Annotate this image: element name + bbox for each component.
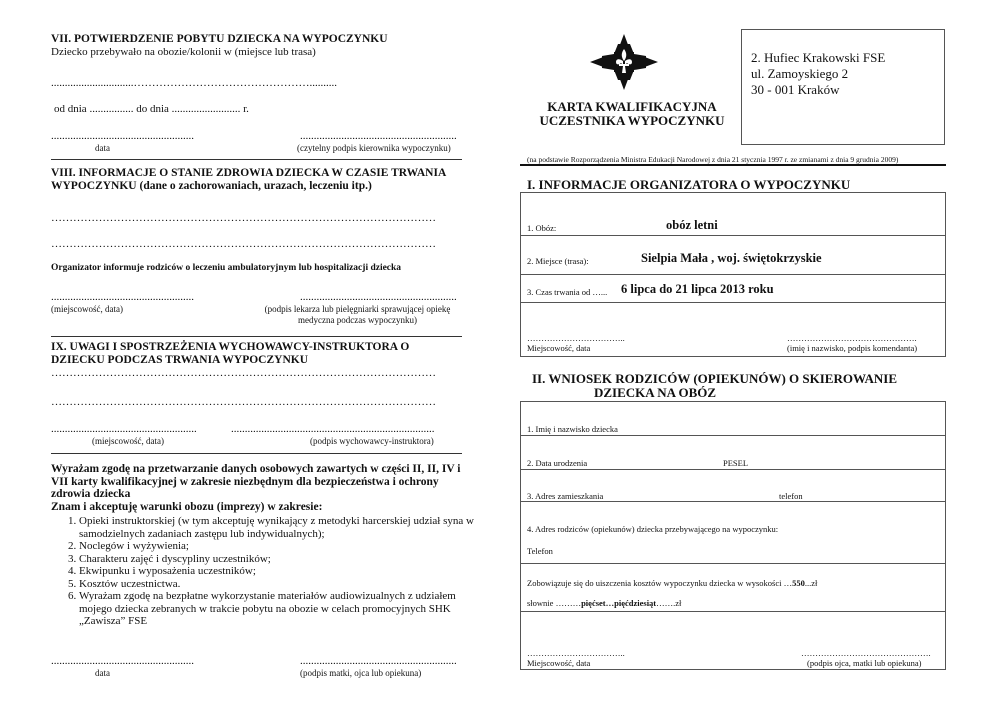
- payment-row: [521, 564, 945, 612]
- place-date-dots[interactable]: ……………………………..: [527, 648, 625, 658]
- place-row: [521, 236, 945, 275]
- org-line: 30 - 001 Kraków: [751, 82, 840, 97]
- payment-amount[interactable]: 550: [792, 578, 805, 588]
- condition-item: 4. Ekwipunku i wyposażenia uczestników;: [79, 565, 479, 578]
- parent-signature-label: (podpis ojca, matki lub opiekuna): [807, 658, 922, 668]
- card-title-line: KARTA KWALIFIKACYJNA: [547, 99, 717, 114]
- remarks-dotted-field-1[interactable]: ……………………………………………………………………………………………: [51, 367, 436, 379]
- place-date-field[interactable]: .....................................................: [51, 423, 197, 435]
- organizer-note: Organizator informuje rodziców o leczeniu ambulatoryjnym lub hospitalizacji dziecka: [51, 263, 402, 273]
- place-date-label: (miejscowość, data): [92, 436, 164, 446]
- duration-row: [521, 275, 945, 303]
- phone-label: telefon: [779, 491, 803, 501]
- card-title-line: UCZESTNIKA WYPOCZYNKU: [539, 113, 725, 128]
- commander-signature-dots[interactable]: ……………………………………….: [787, 333, 917, 343]
- organizer-info-table: [520, 192, 946, 357]
- medical-signature-label: (podpis lekarza lub pielęgniarki sprawującej opiekę medyczna podczas wypoczynku): [264, 304, 451, 325]
- divider: [51, 159, 462, 160]
- payment-line: Zobowiązuje się do uiszczenia kosztów wypoczynku dziecka w wysokości …550...zł: [527, 578, 818, 588]
- camp-value[interactable]: obóz letni: [666, 218, 718, 232]
- stay-dates-field[interactable]: od dnia ................ do dnia ......................... r.: [54, 103, 249, 115]
- place-value[interactable]: Sielpia Mała , woj. świętokrzyskie: [641, 251, 822, 265]
- payment-words-line: słownie ………pięćset…pięćdziesiąt…….zł: [527, 598, 682, 608]
- section-2-title: [532, 372, 897, 400]
- leader-signature-label: (czytelny podpis kierownika wypoczynku): [297, 143, 451, 153]
- conditions-list: [51, 515, 479, 628]
- parent-signature-label: (podpis matki, ojca lub opiekuna): [300, 668, 422, 678]
- parent-signature-field[interactable]: .........................................................: [300, 655, 457, 667]
- child-name-row[interactable]: [521, 402, 945, 436]
- cross-fleur-de-lis-icon: [588, 30, 660, 94]
- section-9-title: IX. UWAGI I SPOSTRZEŻENIA WYCHOWAWCY-INSTRUKTORA O DZIECKU PODCZAS TRWANIA WYPOCZYNKU: [51, 341, 410, 366]
- remarks-dotted-field-2[interactable]: ……………………………………………………………………………………………: [51, 396, 436, 408]
- condition-item: 2. Noclegów i wyżywienia;: [79, 540, 479, 553]
- section-2-title-line: II. WNIOSEK RODZICÓW (OPIEKUNÓW) O SKIEROWANIE: [532, 371, 898, 386]
- place-date-label: Miejscowość, data: [527, 343, 591, 353]
- parents-phone-label: Telefon: [527, 546, 553, 556]
- health-dotted-field-2[interactable]: ……………………………………………………………………………………………: [51, 238, 436, 250]
- organizer-address-box: [741, 29, 945, 145]
- divider: [51, 336, 462, 337]
- section-7-title: VII. POTWIERDZENIE POBYTU DZIECKA NA WYPOCZYNKU: [51, 33, 388, 45]
- date-label: data: [95, 143, 110, 153]
- section-2-title-line: DZIECKA NA OBÓZ: [594, 385, 717, 400]
- section-8-title: VIII. INFORMACJE O STANIE ZDROWIA DZIECKA W CZASIE TRWANIA WYPOCZYNKU (dane o zachorowaniach, urazach, leczeniu itp.): [51, 167, 446, 192]
- medical-signature-field[interactable]: .........................................................: [300, 291, 457, 303]
- commander-signature-label: (imię i nazwisko, podpis komendanta): [787, 343, 918, 353]
- duration-value[interactable]: 6 lipca do 21 lipca 2013 roku: [621, 282, 774, 296]
- condition-item: 6. Wyrażam zgodę na bezpłatne wykorzystanie materiałów audiowizualnych z udziałem mojego dziecka zebranych w trakcie pobytu na obozie w celach promocyjnych SHK „Zawisza” FSE: [79, 590, 479, 628]
- parents-request-table: [520, 401, 946, 670]
- section-7-line: Dziecko przebywało na obozie/kolonii w (miejsce lub trasa): [51, 46, 316, 58]
- instructor-signature-field[interactable]: ..........................................................................: [231, 423, 435, 435]
- condition-item: 5. Kosztów uczestnictwa.: [79, 578, 479, 591]
- child-name-label: 1. Imię i nazwisko dziecka: [527, 424, 618, 434]
- conditions-heading: Znam i akceptuję warunki obozu (imprezy) w zakresie:: [51, 501, 323, 513]
- instructor-signature-label: (podpis wychowawcy-instruktora): [310, 436, 434, 446]
- place-date-dots[interactable]: ……………………………..: [527, 333, 625, 343]
- parents-address-row[interactable]: [521, 502, 945, 564]
- condition-item: 3. Charakteru zajęć i dyscypliny uczestników;: [79, 553, 479, 566]
- place-label: 2. Miejsce (trasa):: [527, 256, 589, 266]
- place-date-field[interactable]: ....................................................: [51, 291, 194, 303]
- place-date-label: (miejscowość, data): [51, 304, 123, 314]
- date-label: data: [95, 668, 110, 678]
- section-1-title: I. INFORMACJE ORGANIZATORA O WYPOCZYNKU: [527, 177, 851, 192]
- condition-item: 1. Opieki instruktorskiej (w tym akceptuję wynikający z metodyki harcerskiej udział syna w samodzielnych zadaniach zastępu lub indywidualnych);: [79, 515, 479, 540]
- divider: [520, 164, 946, 166]
- place-dotted-field[interactable]: ..............................…………………………………………..........: [51, 77, 337, 89]
- birth-date-row[interactable]: [521, 436, 945, 470]
- org-line: ul. Zamoyskiego 2: [751, 66, 849, 81]
- address-label: 3. Adres zamieszkania: [527, 491, 604, 501]
- camp-label: 1. Obóz:: [527, 223, 557, 233]
- date-dotted-field[interactable]: ....................................................: [51, 655, 194, 667]
- duration-label: 3. Czas trwania od …...: [527, 287, 608, 297]
- parent-signature-dots[interactable]: ……………………………………….: [801, 648, 931, 658]
- consent-paragraph: Wyrażam zgodę na przetwarzanie danych osobowych zawartych w części II, II, IV i VII karty kwalifikacyjnej w zakresie niezbędnym dla bezpieczeństwa i ochrony zdrowia dziecka: [51, 463, 461, 500]
- divider: [51, 453, 462, 454]
- date-dotted-field[interactable]: ....................................................: [51, 130, 194, 142]
- commander-signature-row: [521, 303, 945, 357]
- birth-date-label: 2. Data urodzenia: [527, 458, 588, 468]
- parents-address-label: 4. Adres rodziców (opiekunów) dziecka przebywającego na wypoczynku:: [527, 524, 779, 534]
- health-dotted-field-1[interactable]: ……………………………………………………………………………………………: [51, 212, 436, 224]
- payment-words[interactable]: pięćset…pięćdziesiąt: [581, 598, 657, 608]
- pesel-label: PESEL: [723, 458, 749, 468]
- place-date-label: Miejscowość, data: [527, 658, 591, 668]
- legal-basis: (na podstawie Rozporządzenia Ministra Edukacji Narodowej z dnia 21 stycznia 1997 r. ze zmianami z dnia 9 grudnia 2009): [527, 155, 899, 164]
- parent-signature-row: [521, 612, 945, 670]
- org-line: 2. Hufiec Krakowski FSE: [751, 50, 886, 65]
- camp-row: [521, 193, 945, 236]
- address-row[interactable]: [521, 470, 945, 502]
- card-title: [527, 100, 737, 128]
- leader-signature-field[interactable]: .........................................................: [300, 130, 457, 142]
